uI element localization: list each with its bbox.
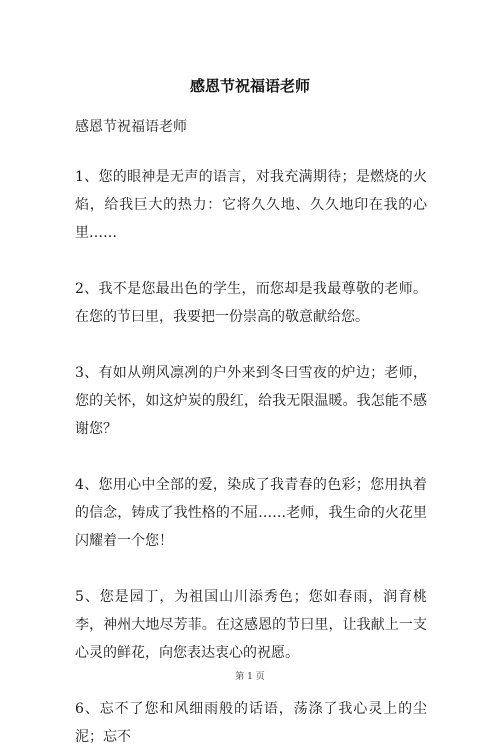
paragraph-1: 1、您的眼神是无声的语言，对我充满期待；是燃烧的火焰，给我巨大的热力：它将久久地、久久地印在我的心里…… — [75, 169, 427, 241]
paragraph-4: 4、您用心中全部的爱，染成了我青春的色彩；您用执着的信念，铸成了我性格的不屈……老师，我生命的火花里闪耀着一个您！ — [75, 477, 427, 549]
paragraph-6: 6、忘不了您和风细雨般的话语，荡涤了我心灵上的尘泥；忘不 — [75, 701, 427, 745]
paragraph-3: 3、有如从朔风凛冽的户外来到冬曰雪夜的炉边；老师，您的关怀，如这炉炭的殷红，给我无限温暖。我怎能不感谢您？ — [75, 365, 427, 437]
paragraph-5: 5、您是园丁，为祖国山川添秀色；您如春雨，润育桃李，神州大地尽芳菲。在这感恩的节曰里，让我献上一支心灵的鲜花，向您表达衷心的祝愿。 — [75, 589, 427, 661]
page-title: 感恩节祝福语老师 — [189, 77, 310, 95]
document-subtitle: 感恩节祝福语老师 — [75, 119, 187, 135]
page-number: 第 1 页 — [235, 672, 265, 682]
document-body — [75, 163, 427, 751]
paragraph-2: 2、我不是您最出色的学生，而您却是我最尊敬的老师。在您的节曰里，我要把一份崇高的敬意献给您。 — [75, 281, 427, 325]
